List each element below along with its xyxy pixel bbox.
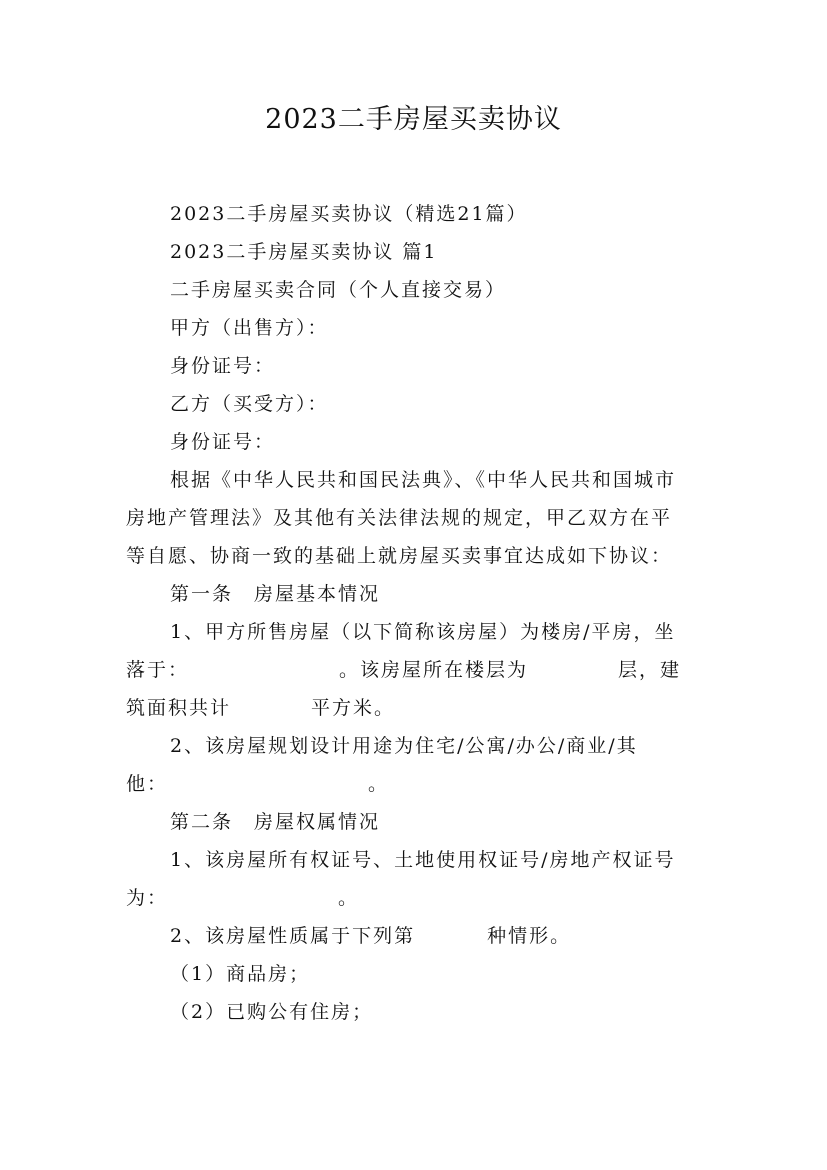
paragraph-continuation: 房地产管理法》及其他有关法律法规的规定，甲乙双方在平 (126, 507, 673, 529)
paragraph: 1、该房屋所有权证号、土地使用权证号/房地产权证号 (170, 849, 676, 871)
text-span: 。 (368, 773, 390, 795)
paragraph: 2、该房屋规划设计用途为住宅/公寓/办公/商业/其 (170, 735, 638, 757)
paragraph: 乙方（买受方）： (170, 393, 329, 415)
paragraph: 身份证号： (170, 431, 276, 453)
list-item: （1）商品房； (170, 963, 311, 985)
document-body (126, 195, 716, 1031)
text-span: 平方米。 (311, 697, 396, 719)
paragraph: 二手房屋买卖合同（个人直接交易） (170, 279, 507, 301)
text-span: 2、该房屋性质属于下列第 (170, 925, 416, 947)
paragraph: 1、甲方所售房屋（以下简称该房屋）为楼房/平房，坐 (170, 621, 676, 643)
text-span: 层，建 (618, 659, 682, 681)
paragraph: 2023二手房屋买卖协议（精选21篇） (170, 203, 528, 225)
text-span: 他： (126, 773, 169, 795)
section-heading: 第二条 房屋权属情况 (170, 811, 381, 833)
text-span: 。 (338, 887, 360, 909)
paragraph: 2023二手房屋买卖协议 篇1 (170, 241, 438, 263)
text-span: 。该房屋所在楼层为 (339, 659, 529, 681)
paragraph-continuation (126, 651, 716, 689)
text-span: 落于： (126, 659, 190, 681)
text-span: 为： (126, 887, 169, 909)
paragraph (126, 917, 716, 955)
text-span: 筑面积共计 (126, 697, 232, 719)
paragraph-continuation (126, 689, 716, 727)
paragraph: 根据《中华人民共和国民法典》、《中华人民共和国城市 (170, 469, 677, 491)
paragraph-continuation (126, 765, 716, 803)
paragraph-continuation (126, 879, 716, 917)
paragraph-continuation: 等自愿、协商一致的基础上就房屋买卖事宜达成如下协议： (126, 545, 673, 567)
list-item: （2）已购公有住房； (170, 1001, 374, 1023)
text-span: 种情形。 (487, 925, 572, 947)
document-title: 2023二手房屋买卖协议 (265, 104, 562, 135)
paragraph: 身份证号： (170, 355, 276, 377)
section-heading: 第一条 房屋基本情况 (170, 583, 381, 605)
paragraph: 甲方（出售方）： (170, 317, 329, 339)
